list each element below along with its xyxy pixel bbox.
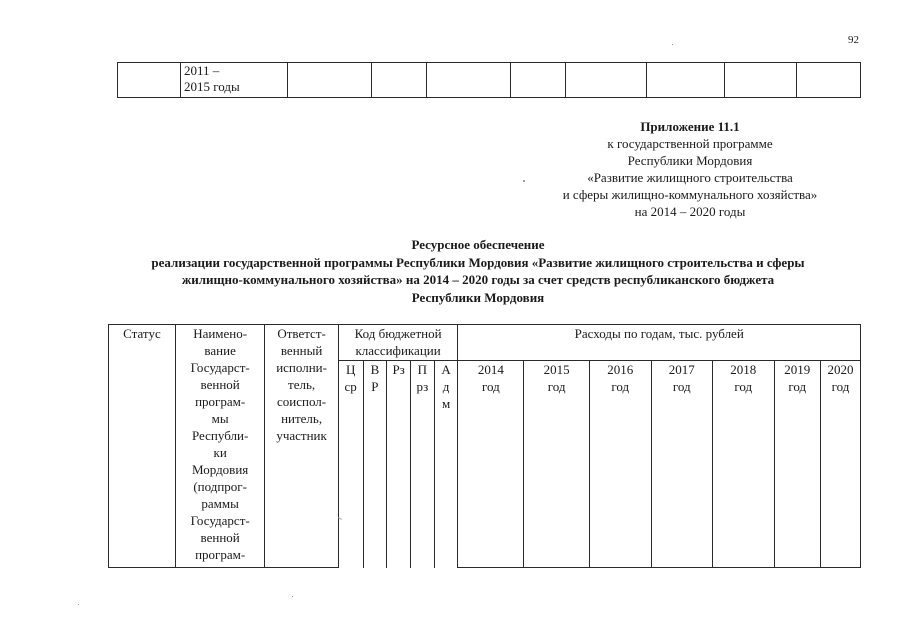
year-2016: 2016 год — [590, 361, 651, 568]
header-responsible: Ответст- венный исполни- тель, соиспол- нитель, участник — [265, 325, 338, 568]
year-2015: 2015 год — [524, 361, 590, 568]
year-2018: 2018 год — [713, 361, 774, 568]
report-title-line: жилищно-коммунального хозяйства» на 2014 – 2020 годы за счет средств республиканского бюджета — [181, 272, 775, 287]
header-expenses: Расходы по годам, тыс. рублей — [458, 325, 861, 361]
table-cell — [427, 63, 511, 98]
table-cell — [566, 63, 647, 98]
header-name: Наимено- вание Государст- венной програм- мы Республи- ки Мордовия (подпрог- раммы Государст- венной програм- — [175, 325, 265, 568]
header-budget-code: Код бюджетной классификации — [338, 325, 458, 361]
scan-speck — [78, 604, 79, 605]
table-cell — [725, 63, 797, 98]
budget-code-rz: Рз — [387, 361, 411, 568]
years-line-1: 2011 – — [184, 63, 220, 78]
report-title-line: Республики Мордовия — [411, 289, 545, 305]
previous-table-fragment — [117, 62, 861, 98]
header-status: Статус — [109, 325, 176, 568]
budget-code-csr: Ц ср — [338, 361, 363, 568]
page-number: 92 — [848, 34, 859, 46]
budget-code-vr: В Р — [363, 361, 387, 568]
table-header-row — [109, 325, 861, 361]
appendix-line: Республики Мордовия — [627, 153, 753, 168]
scan-speck — [523, 180, 525, 182]
resource-table — [108, 324, 861, 568]
scan-speck — [672, 44, 673, 45]
table-cell-years — [181, 63, 288, 98]
table-cell — [372, 63, 427, 98]
appendix-line: на 2014 – 2020 годы — [634, 204, 746, 219]
table-row — [118, 63, 861, 98]
appendix-block — [520, 118, 860, 220]
year-2017: 2017 год — [651, 361, 712, 568]
year-2014: 2014 год — [458, 361, 524, 568]
years-line-2: 2015 годы — [184, 79, 240, 94]
table-cell — [647, 63, 725, 98]
table-cell — [288, 63, 372, 98]
scan-speck — [292, 596, 293, 597]
table-cell — [118, 63, 181, 98]
year-2020: 2020 год — [820, 361, 860, 568]
budget-code-adm: А д м — [434, 361, 458, 568]
report-title-line: реализации государственной программы Республики Мордовия «Развитие жилищного строительства и сферы — [151, 254, 805, 270]
year-2019: 2019 год — [774, 361, 820, 568]
table-cell — [797, 63, 861, 98]
report-title — [88, 236, 868, 306]
report-title-line: Ресурсное обеспечение — [411, 237, 545, 252]
appendix-line: к государственной программе — [607, 136, 773, 151]
budget-code-prz: П рз — [410, 361, 434, 568]
appendix-title: Приложение 11.1 — [640, 119, 740, 134]
appendix-line: и сферы жилищно-коммунального хозяйства» — [562, 187, 818, 202]
appendix-line: «Развитие жилищного строительства — [587, 170, 793, 185]
table-cell — [511, 63, 566, 98]
